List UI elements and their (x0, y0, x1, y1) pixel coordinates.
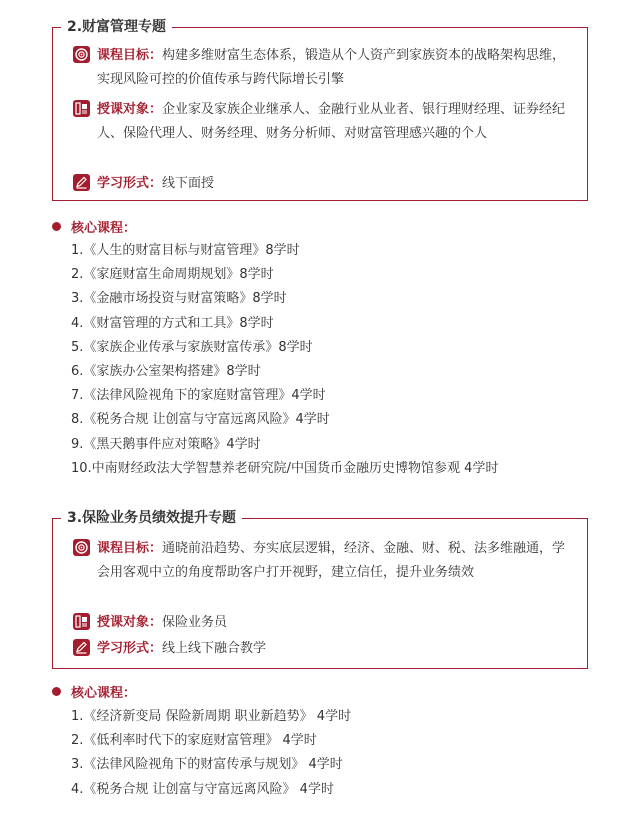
list-item: 3.《金融市场投资与财富策略》8学时 (71, 291, 287, 307)
list-item: 3.《法律风险视角下的财富传承与规划》 4学时 (71, 757, 343, 773)
goal-label: 课程目标： (97, 48, 163, 63)
list-item: 2.《低利率时代下的家庭财富管理》 4学时 (71, 733, 317, 749)
goal-text: 构建多维财富生态体系，锻造从个人资产到家族资本的战略架构思维，实现风险可控的价值传承与跨代际增长引擎 (97, 48, 566, 87)
list-item: 6.《家族办公室架构搭建》8学时 (71, 363, 261, 379)
section2-audience (73, 98, 573, 146)
section2-box (52, 19, 588, 201)
section2-goal (73, 44, 573, 92)
edit-icon (73, 174, 90, 191)
list-item: 8.《税务合规 让创富与守富远离风险》4学时 (71, 412, 330, 428)
list-item: 9.《黑天鹅事件应对策略》4学时 (71, 436, 261, 452)
section3-audience (73, 611, 573, 635)
audience-label: 授课对象： (97, 102, 163, 117)
audience-icon (73, 613, 90, 630)
section3-box (52, 510, 588, 669)
section3-goal (73, 537, 573, 585)
section3-title: 3.保险业务员绩效提升专题 (61, 508, 242, 528)
target-icon (73, 539, 90, 556)
target-icon (73, 46, 90, 63)
format-label: 学习形式： (97, 176, 163, 191)
list-item: 1.《经济新变局 保险新周期 职业新趋势》 4学时 (71, 709, 352, 724)
section3-core-heading: 核心课程： (52, 684, 136, 704)
bullet-dot (52, 222, 61, 231)
list-item: 4.《税务合规 让创富与守富远离风险》 4学时 (71, 781, 334, 797)
goal-label: 课程目标： (97, 541, 163, 556)
edit-icon (73, 639, 90, 656)
section2-course-list (71, 239, 498, 481)
list-item: 1.《人生的财富目标与财富管理》8学时 (71, 243, 300, 258)
section2-core-heading: 核心课程： (52, 219, 136, 239)
goal-text: 通晓前沿趋势、夯实底层逻辑，经济、金融、财、税、法多维融通，学会用客观中立的角度帮助客户打开视野，建立信任，提升业务绩效 (97, 541, 566, 580)
audience-label: 授课对象： (97, 615, 163, 630)
section3-course-list (71, 705, 351, 802)
section3-format (73, 637, 573, 661)
bullet-dot (52, 687, 61, 696)
audience-icon (73, 100, 90, 117)
format-text: 线上线下融合教学 (162, 641, 267, 656)
audience-text: 保险业务员 (162, 615, 228, 630)
audience-text: 企业家及家族企业继承人、金融行业从业者、银行理财经理、证券经纪人、保险代理人、财务经理、财务分析师、对财富管理感兴趣的个人 (97, 102, 566, 141)
list-item: 2.《家庭财富生命周期规划》8学时 (71, 267, 274, 283)
section2-format (73, 172, 573, 196)
list-item: 7.《法律风险视角下的家庭财富管理》4学时 (71, 388, 326, 404)
format-label: 学习形式： (97, 641, 163, 656)
list-item: 5.《家族企业传承与家族财富传承》8学时 (71, 339, 313, 355)
list-item: 10.中南财经政法大学智慧养老研究院/中国货币金融历史博物馆参观 4学时 (71, 460, 499, 476)
list-item: 4.《财富管理的方式和工具》8学时 (71, 315, 274, 331)
format-text: 线下面授 (162, 176, 215, 191)
section2-title: 2.财富管理专题 (61, 17, 172, 37)
